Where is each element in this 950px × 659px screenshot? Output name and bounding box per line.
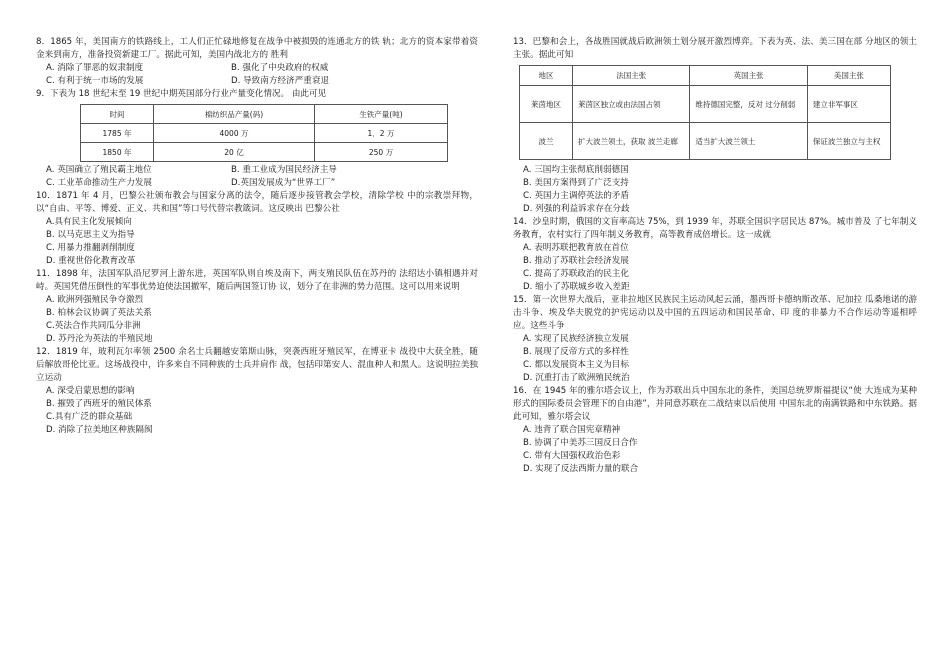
question-14-stem: 14．沙皇时期，俄国的文盲率高达 75%，到 1939 年，苏联全国识字居民达 87%。城市普及 了七年制义务教育，农村实行了四年制义务教育，高等教育成倍增长。这一成就 bbox=[513, 217, 917, 240]
option-a: A. 实现了民族经济独立发展 bbox=[523, 334, 629, 344]
option-b: B. 展现了反帝方式的多样性 bbox=[523, 347, 629, 357]
table-row bbox=[81, 143, 448, 162]
option-d: D. 导致南方经济严重衰退 bbox=[231, 76, 330, 86]
option-c: C. 用暴力推翻剥削制度 bbox=[46, 243, 135, 253]
option-c: C. 带有大国强权政治色彩 bbox=[523, 451, 621, 461]
table-row bbox=[520, 123, 891, 160]
option-c: C. 英国力主调停英法的矛盾 bbox=[523, 191, 629, 201]
table-cell: 保证波兰独立与主权 bbox=[807, 123, 890, 160]
question-15-stem: 15．第一次世界大战后，亚非拉地区民族民主运动风起云涌，墨西哥卡德纳斯改革、尼加拉 瓜桑地诺的游击斗争、埃及华夫脱党的护宪运动以及中国的五四运动和国民革命、印 度的非暴力不合作运动等遥相呼应。这些斗争 bbox=[513, 295, 917, 331]
option-b: B. 重工业成为国民经济主导 bbox=[231, 165, 337, 175]
option-d: D.英国发展成为“世界工厂” bbox=[231, 178, 336, 188]
table-cell: 20 亿 bbox=[154, 143, 315, 162]
table-header-cell: 美国主张 bbox=[807, 66, 890, 86]
table-cell: 莱茵地区 bbox=[520, 86, 573, 123]
question-9-options bbox=[46, 164, 478, 190]
left-column bbox=[36, 36, 478, 437]
question-11-stem: 11．1898 年，法国军队沿尼罗河上游东进，英国军队则自埃及南下，两支殖民队伍在苏丹的 法绍达小镇相遇并对峙。英国凭借压倒性的军事优势迫使法国撤军，随后两国签订协 议，划分了在非洲的势力范围。这可以用来说明 bbox=[36, 269, 478, 292]
question-16 bbox=[513, 385, 917, 476]
table-cell: 1．2 万 bbox=[315, 124, 448, 143]
option-d: D. 重视世俗化教育改革 bbox=[46, 256, 136, 266]
table-cell: 适当扩大波兰领土 bbox=[690, 123, 807, 160]
question-13-stem: 13．巴黎和会上，各战胜国就战后欧洲领土划分展开激烈博弈。下表为英、法、美三国在部 分地区的领土主张。据此可知 bbox=[513, 37, 917, 60]
question-9 bbox=[36, 88, 478, 190]
option-a: A. 表明苏联把教育放在首位 bbox=[523, 243, 629, 253]
table-row bbox=[520, 86, 891, 123]
option-d: D. 消除了拉美地区种族隔阂 bbox=[46, 425, 153, 435]
question-9-stem: 9．下表为 18 世纪末至 19 世纪中期英国部分行业产量变化情况。 由此可见 bbox=[36, 89, 327, 99]
table-header-cell: 法国主张 bbox=[573, 66, 690, 86]
option-b: B. 协调了中美苏三国反日合作 bbox=[523, 438, 638, 448]
table-cell: 建立非军事区 bbox=[807, 86, 890, 123]
option-a: A. 三国均主张彻底削弱德国 bbox=[523, 165, 629, 175]
option-b: B. 以马克思主义为指导 bbox=[46, 230, 135, 240]
table-cell: 莱茵区独立或由法国占领 bbox=[573, 86, 690, 123]
table-header-cell: 地区 bbox=[520, 66, 573, 86]
option-a: A. 深受启蒙思想的影响 bbox=[46, 386, 135, 396]
option-c: C. 都以发展资本主义为目标 bbox=[523, 360, 629, 370]
option-c: C. 提高了苏联政治的民主化 bbox=[523, 269, 629, 279]
question-12-stem: 12．1819 年，玻利瓦尔率领 2500 余名士兵翻越安第斯山脉，突袭西班牙殖民军，在博亚卡 战役中大获全胜，随后解放哥伦比亚。这场战役中，许多来自不同种族的士兵并肩作 战，包括印第安人、混血种人和黑人。这说明拉美独立运动 bbox=[36, 347, 478, 383]
option-d: D. 缩小了苏联城乡收入差距 bbox=[523, 282, 630, 292]
option-c: C. 有利于统一市场的发展 bbox=[46, 76, 144, 86]
table-cell: 波兰 bbox=[520, 123, 573, 160]
question-12 bbox=[36, 346, 478, 437]
option-a: A.具有民主化发展倾向 bbox=[46, 217, 132, 227]
table-header-cell: 时间 bbox=[81, 105, 154, 124]
territory-table bbox=[519, 65, 891, 160]
option-a: A. 违背了联合国宪章精神 bbox=[523, 425, 621, 435]
table-header-cell: 棉纺织品产量(码) bbox=[154, 105, 315, 124]
question-8-stem: 8．1865 年，美国南方的铁路线上，工人们正忙碌地修复在战争中被损毁的连通北方的铁 轨；北方的资本家带着资金来到南方，准备投资新建工厂。据此可知，美国内战北方的 胜利 bbox=[36, 37, 478, 60]
right-column bbox=[513, 36, 917, 476]
question-14 bbox=[513, 216, 917, 294]
option-b: B. 摧毁了西班牙的殖民体系 bbox=[46, 399, 152, 409]
option-b: B. 强化了中央政府的权威 bbox=[231, 63, 329, 73]
option-b: B. 美国方案得到了广泛支持 bbox=[523, 178, 629, 188]
option-a: A. 消除了罪恶的奴隶制度 bbox=[46, 63, 144, 73]
question-16-stem: 16．在 1945 年的雅尔塔会议上，作为苏联出兵中国东北的条件，美国总统罗斯福提议“使 大连成为某种形式的国际委员会管理下的自由港”，并同意苏联在二战结束以后使用 中国东北的南满铁路和中东铁路。据此可知，雅尔塔会议 bbox=[513, 386, 917, 422]
option-a: A. 英国确立了殖民霸主地位 bbox=[46, 165, 152, 175]
option-c: C.具有广泛的群众基础 bbox=[46, 412, 133, 422]
table-cell: 250 万 bbox=[315, 143, 448, 162]
question-10-stem: 10．1871 年 4 月，巴黎公社颁布教会与国家分离的法令，随后逐步接管教会学校，清除学校 中的宗教崇拜物，以“自由、平等、博爱、正义、共和国”等口号代替宗教箴词。这反映出 巴黎公社 bbox=[36, 191, 478, 214]
question-10 bbox=[36, 190, 478, 268]
table-row bbox=[81, 124, 448, 143]
table-cell: 维持德国完整，反对 过分削弱 bbox=[690, 86, 807, 123]
table-header-cell: 生铁产量(吨) bbox=[315, 105, 448, 124]
question-8-options bbox=[46, 62, 478, 88]
production-table bbox=[80, 104, 448, 162]
table-cell: 1785 年 bbox=[81, 124, 154, 143]
option-d: D. 实现了反法西斯力量的联合 bbox=[523, 464, 639, 474]
option-c: C. 工业革命推动生产力发展 bbox=[46, 178, 152, 188]
option-b: B. 柏林会议协调了英法关系 bbox=[46, 308, 152, 318]
question-8 bbox=[36, 36, 478, 88]
table-cell: 1850 年 bbox=[81, 143, 154, 162]
table-header-cell: 英国主张 bbox=[690, 66, 807, 86]
table-cell: 扩大波兰领土，获取 波兰走廊 bbox=[573, 123, 690, 160]
table-cell: 4000 万 bbox=[154, 124, 315, 143]
option-b: B. 推动了苏联社会经济发展 bbox=[523, 256, 629, 266]
option-d: D. 苏丹沦为英法的半殖民地 bbox=[46, 334, 153, 344]
option-d: D. 列强的利益诉求存在分歧 bbox=[523, 204, 630, 214]
option-a: A. 欧洲列强殖民争夺激烈 bbox=[46, 295, 144, 305]
option-c: C.英法合作共同瓜分非洲 bbox=[46, 321, 141, 331]
question-15 bbox=[513, 294, 917, 385]
question-13 bbox=[513, 36, 917, 216]
option-d: D. 沉重打击了欧洲殖民统治 bbox=[523, 373, 630, 383]
question-11 bbox=[36, 268, 478, 346]
